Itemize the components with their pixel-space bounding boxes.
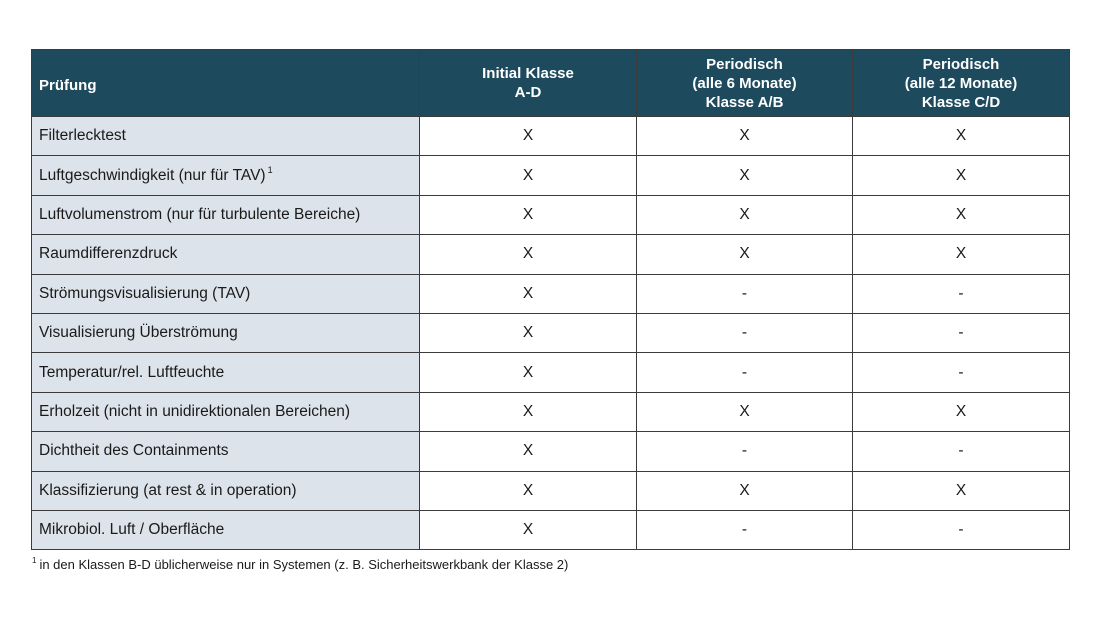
table-row bbox=[32, 195, 1070, 234]
header-line: (alle 6 Monate) bbox=[692, 74, 797, 92]
periodic-6-mark-cell: - bbox=[637, 313, 853, 352]
header-line: Periodisch bbox=[922, 55, 1000, 73]
periodic-6-mark-cell: - bbox=[637, 432, 853, 471]
table-row bbox=[32, 432, 1070, 471]
test-name: Temperatur/rel. Luftfeuchte bbox=[39, 363, 225, 381]
header-line: (alle 12 Monate) bbox=[904, 74, 1018, 92]
header-line: Initial Klasse bbox=[482, 65, 574, 82]
test-name-cell bbox=[32, 117, 420, 156]
periodic-6-mark-cell: - bbox=[637, 274, 853, 313]
footnote-text: in den Klassen B-D üblicherweise nur in Systemen (z. B. Sicherheitswerkbank der Klasse 2) bbox=[39, 557, 569, 572]
footnote-ref: 1 bbox=[267, 164, 273, 175]
test-name: Luftvolumenstrom (nur für turbulente Bereiche) bbox=[39, 205, 361, 223]
periodic-6-mark-cell: X bbox=[637, 156, 853, 195]
periodic-6-mark-cell: X bbox=[637, 392, 853, 431]
periodic-6-mark-cell: X bbox=[637, 471, 853, 510]
periodic-12-mark-cell: - bbox=[853, 274, 1070, 313]
test-name-cell bbox=[32, 510, 420, 549]
initial-mark-cell: X bbox=[420, 392, 637, 431]
footnote bbox=[32, 557, 568, 572]
periodic-12-mark-cell: - bbox=[853, 432, 1070, 471]
test-name: Visualisierung Überströmung bbox=[39, 324, 238, 342]
initial-mark-cell: X bbox=[420, 471, 637, 510]
table-row bbox=[32, 392, 1070, 431]
header-initial bbox=[420, 50, 637, 117]
initial-mark-cell: X bbox=[420, 195, 637, 234]
table-row bbox=[32, 510, 1070, 549]
table-row bbox=[32, 274, 1070, 313]
header-periodic-12 bbox=[853, 50, 1070, 117]
table-row bbox=[32, 117, 1070, 156]
initial-mark-cell: X bbox=[420, 432, 637, 471]
periodic-12-mark-cell: - bbox=[853, 313, 1070, 352]
initial-mark-cell: X bbox=[420, 510, 637, 549]
header-line: Klasse C/D bbox=[921, 93, 1001, 111]
test-name-cell bbox=[32, 195, 420, 234]
header-row bbox=[32, 50, 1070, 117]
periodic-6-mark-cell: X bbox=[637, 117, 853, 156]
test-name-cell bbox=[32, 235, 420, 274]
table-row bbox=[32, 471, 1070, 510]
table-row bbox=[32, 353, 1070, 392]
periodic-6-mark-cell: X bbox=[637, 195, 853, 234]
table-header bbox=[32, 50, 1070, 117]
initial-mark-cell: X bbox=[420, 235, 637, 274]
periodic-12-mark-cell: X bbox=[853, 117, 1070, 156]
initial-mark-cell: X bbox=[420, 117, 637, 156]
test-name-cell bbox=[32, 274, 420, 313]
header-line: Prüfung bbox=[39, 76, 97, 94]
header-periodic-6 bbox=[637, 50, 853, 117]
initial-mark-cell: X bbox=[420, 274, 637, 313]
initial-mark-cell: X bbox=[420, 353, 637, 392]
table-row bbox=[32, 235, 1070, 274]
test-name-cell bbox=[32, 392, 420, 431]
test-name-cell bbox=[32, 432, 420, 471]
periodic-12-mark-cell: X bbox=[853, 235, 1070, 274]
table-row bbox=[32, 156, 1070, 195]
header-line: Periodisch bbox=[706, 55, 783, 73]
header-line: Klasse A/B bbox=[705, 93, 784, 111]
test-name: Raumdifferenzdruck bbox=[39, 245, 178, 263]
header-line: A-D bbox=[514, 84, 542, 101]
table-row bbox=[32, 313, 1070, 352]
test-name-cell bbox=[32, 353, 420, 392]
initial-mark-cell: X bbox=[420, 313, 637, 352]
test-name-cell bbox=[32, 156, 420, 195]
periodic-12-mark-cell: - bbox=[853, 510, 1070, 549]
periodic-6-mark-cell: X bbox=[637, 235, 853, 274]
table-body bbox=[32, 117, 1070, 550]
footnote-marker: 1 bbox=[32, 556, 37, 565]
test-name: Filterlecktest bbox=[39, 127, 126, 145]
test-name: Dichtheit des Containments bbox=[39, 442, 229, 460]
test-schedule-table bbox=[31, 49, 1070, 550]
periodic-6-mark-cell: - bbox=[637, 353, 853, 392]
test-name: Strömungsvisualisierung (TAV) bbox=[39, 284, 251, 302]
initial-mark-cell: X bbox=[420, 156, 637, 195]
header-pruefung bbox=[32, 50, 420, 117]
test-name: Klassifizierung (at rest & in operation) bbox=[39, 481, 297, 499]
periodic-12-mark-cell: - bbox=[853, 353, 1070, 392]
test-name: Mikrobiol. Luft / Oberfläche bbox=[39, 521, 225, 539]
periodic-12-mark-cell: X bbox=[853, 392, 1070, 431]
test-name: Erholzeit (nicht in unidirektionalen Bereichen) bbox=[39, 402, 351, 420]
periodic-12-mark-cell: X bbox=[853, 195, 1070, 234]
test-name: Luftgeschwindigkeit (nur für TAV) bbox=[39, 166, 266, 184]
test-name-cell bbox=[32, 471, 420, 510]
periodic-6-mark-cell: - bbox=[637, 510, 853, 549]
test-name-cell bbox=[32, 313, 420, 352]
periodic-12-mark-cell: X bbox=[853, 471, 1070, 510]
periodic-12-mark-cell: X bbox=[853, 156, 1070, 195]
